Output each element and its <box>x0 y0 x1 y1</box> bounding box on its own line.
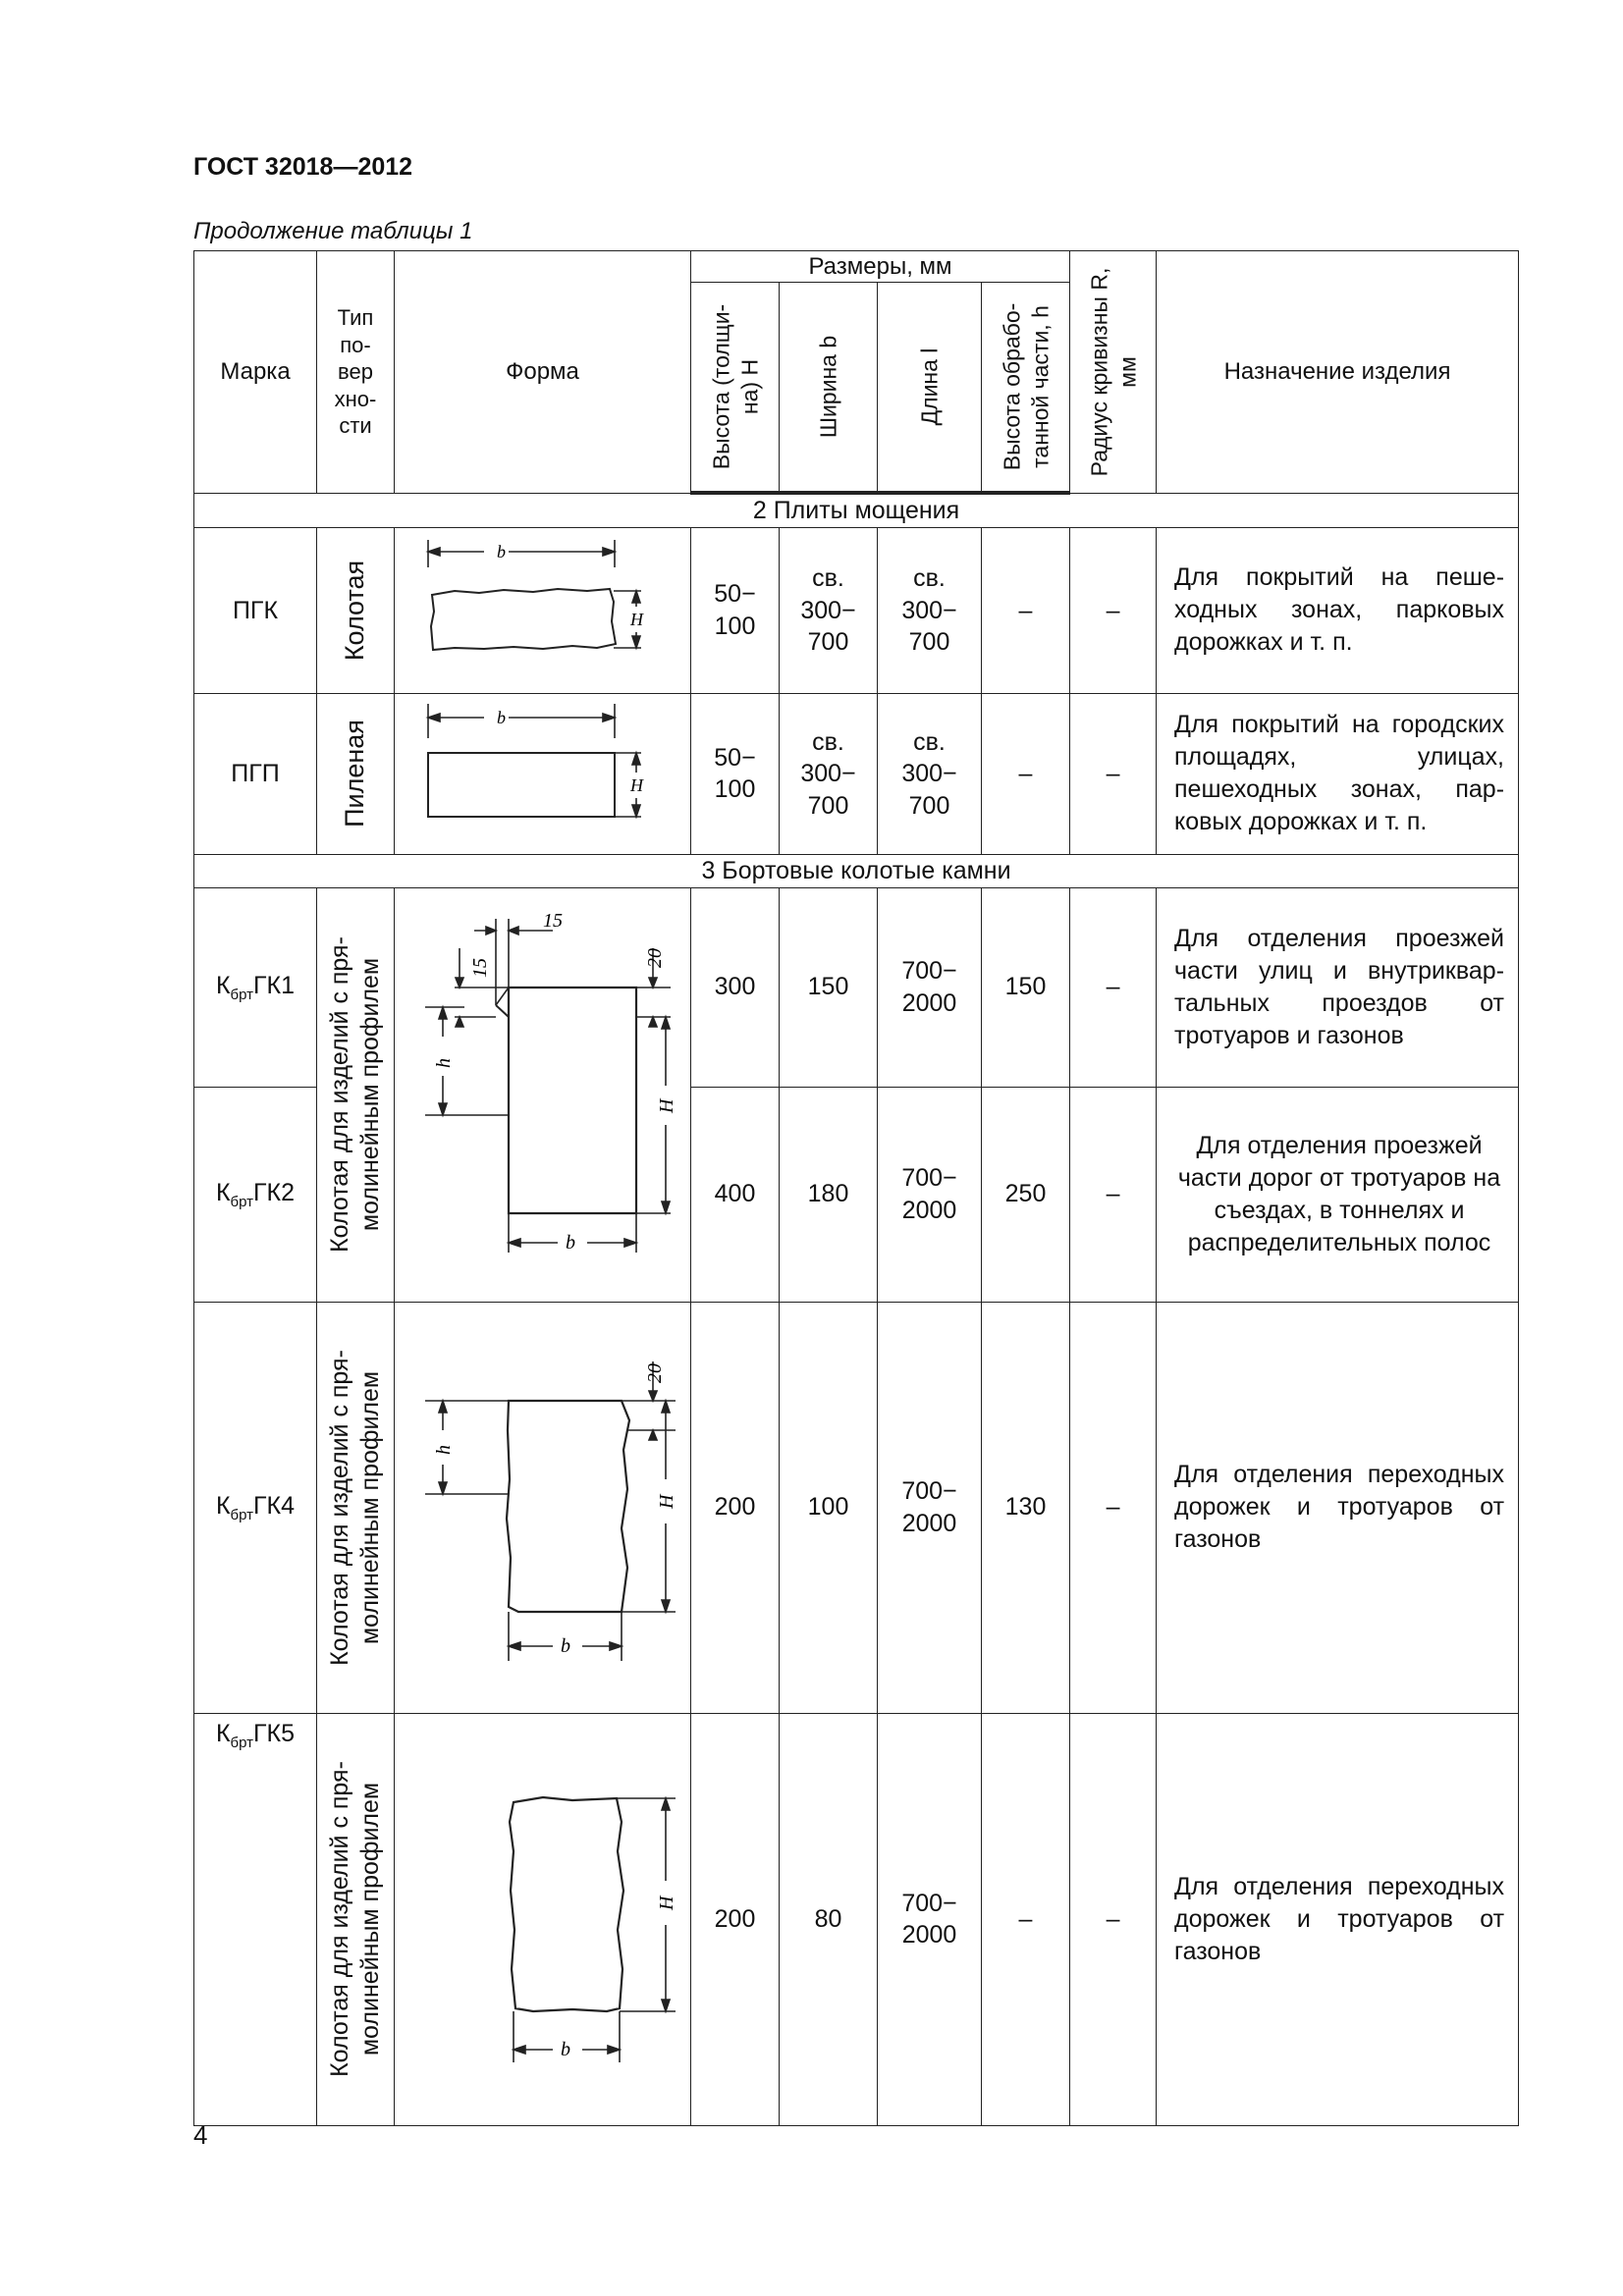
shape-drawing-curb-split <box>396 1303 690 1705</box>
mark-cell: $К_{брт}ГК5$ <box>194 1713 317 2125</box>
mark-cell: $К_{брт}ГК4$ <box>194 1302 317 1713</box>
table-row <box>194 527 1519 693</box>
section-title-curbs: 3 Бортовые колотые камни <box>194 855 1519 888</box>
radius-cell: – <box>1070 1087 1157 1302</box>
height-cell: 200 <box>691 1713 780 2125</box>
width-cell: св. 300− 700 <box>780 527 878 693</box>
label-b: b <box>560 1634 570 1657</box>
processed-cell: 150 <box>982 887 1070 1087</box>
table-row <box>194 693 1519 854</box>
table-row <box>194 1302 1519 1713</box>
mark-cell: $К_{брт}ГК1$ <box>194 887 317 1087</box>
label-20: 20 <box>643 1362 666 1383</box>
shape-drawing-curb-thin <box>396 1714 690 2116</box>
header-processed-line1: Высота обрабо- <box>998 302 1024 471</box>
surface-text: Пиленая <box>340 720 370 828</box>
header-radius <box>1070 251 1157 494</box>
height-cell: 400 <box>691 1087 780 1302</box>
mark-cell: ПГП <box>194 693 317 854</box>
processed-cell: – <box>982 1713 1070 2125</box>
width-cell: 100 <box>780 1302 878 1713</box>
table-continuation-caption: Продолжение таблицы 1 <box>193 218 473 244</box>
header-height-line1: Высота (толщи- <box>707 303 733 470</box>
header-row-top <box>194 251 1519 283</box>
radius-cell: – <box>1070 1713 1157 2125</box>
shape-drawing-split-plate <box>396 528 690 685</box>
surface-text-line1: Колотая для изделий с пря- <box>325 1349 353 1666</box>
radius-cell: – <box>1070 693 1157 854</box>
header-height <box>691 283 780 494</box>
height-cell: 300 <box>691 887 780 1087</box>
document-code: ГОСТ 32018—2012 <box>193 153 413 181</box>
processed-cell: – <box>982 693 1070 854</box>
surface-text-line2: молинейным профилем <box>356 1783 384 2056</box>
surface-text-line1: Колотая для изделий с пря- <box>325 1761 353 2078</box>
header-mark: Марка <box>194 251 317 494</box>
surface-cell <box>317 693 395 854</box>
header-processed <box>982 283 1070 494</box>
shape-drawing-cell <box>395 1713 691 2125</box>
header-width-text: Ширина b <box>815 336 841 439</box>
label-15-top: 15 <box>542 909 563 932</box>
header-radius-line1: Радиус кривизны R, <box>1085 267 1111 477</box>
length-cell: 700− 2000 <box>878 887 982 1087</box>
height-cell: 50− 100 <box>691 693 780 854</box>
label-b: b <box>496 541 506 561</box>
shape-drawing-cell <box>395 1302 691 1713</box>
section-title-plates: 2 Плиты мощения <box>194 493 1519 527</box>
label-20: 20 <box>643 947 666 968</box>
purpose-cell: Для отделения переходных дорожек и тротуаров от газонов <box>1157 1302 1519 1713</box>
length-cell: св. 300− 700 <box>878 693 982 854</box>
surface-cell <box>317 527 395 693</box>
label-b: b <box>560 2039 570 2061</box>
mark-cell: $К_{брт}ГК2$ <box>194 1087 317 1302</box>
label-H: H <box>655 1896 677 1911</box>
width-cell: 150 <box>780 887 878 1087</box>
section-row-curbs <box>194 855 1519 888</box>
section-row-plates <box>194 493 1519 527</box>
width-cell: св. 300− 700 <box>780 693 878 854</box>
header-height-line2: на) H <box>735 359 762 415</box>
label-H: H <box>629 774 643 795</box>
header-purpose: Назначение изделия <box>1157 251 1519 494</box>
label-15-side: 15 <box>468 957 491 978</box>
header-processed-line2: танной части, h <box>1026 305 1053 469</box>
table-row <box>194 887 1519 1087</box>
page-number: 4 <box>193 2120 208 2150</box>
shape-drawing-cell <box>395 527 691 693</box>
label-h: h <box>432 1057 455 1068</box>
label-H: H <box>655 1098 677 1113</box>
shape-drawing-curb-chamfered <box>396 889 690 1292</box>
label-b: b <box>496 707 506 727</box>
header-radius-line2: мм <box>1113 356 1140 388</box>
purpose-cell: Для отделения проезжей части дорог от тротуаров на съездах, в тоннелях и распределительных полос <box>1157 1087 1519 1302</box>
processed-cell: 130 <box>982 1302 1070 1713</box>
radius-cell: – <box>1070 1302 1157 1713</box>
surface-text-line1: Колотая для изделий с пря- <box>325 936 353 1253</box>
products-table <box>193 250 1519 2126</box>
header-surface-type: Тип по- вер хно- сти <box>317 251 395 494</box>
height-cell: 200 <box>691 1302 780 1713</box>
label-H: H <box>629 609 643 629</box>
label-H: H <box>655 1494 677 1509</box>
width-cell: 180 <box>780 1087 878 1302</box>
purpose-cell: Для отделения переходных дорожек и тротуаров от газонов <box>1157 1713 1519 2125</box>
header-sizes: Размеры, мм <box>691 251 1070 283</box>
processed-cell: 250 <box>982 1087 1070 1302</box>
surface-text: Колотая <box>340 560 370 661</box>
length-cell: 700− 2000 <box>878 1302 982 1713</box>
length-cell: 700− 2000 <box>878 1087 982 1302</box>
radius-cell: – <box>1070 527 1157 693</box>
surface-cell <box>317 1713 395 2125</box>
surface-cell <box>317 887 395 1302</box>
purpose-cell: Для покрытий на городских площадях, улицах, пешеходных зонах, парковых дорожках и т. п. <box>1157 693 1519 854</box>
table-row <box>194 1713 1519 2125</box>
height-cell: 50− 100 <box>691 527 780 693</box>
header-length <box>878 283 982 494</box>
shape-drawing-sawn-plate <box>396 694 690 846</box>
label-b: b <box>565 1231 575 1254</box>
purpose-cell: Для отделения проезжей части улиц и внутриквартальных проездов от тротуаров и газонов <box>1157 887 1519 1087</box>
purpose-cell: Для покрытий на пешеходных зонах, парковых дорожках и т. п. <box>1157 527 1519 693</box>
surface-text-line2: молинейным профилем <box>356 1370 384 1644</box>
shape-drawing-cell <box>395 693 691 854</box>
length-cell: св. 300− 700 <box>878 527 982 693</box>
width-cell: 80 <box>780 1713 878 2125</box>
surface-cell <box>317 1302 395 1713</box>
radius-cell: – <box>1070 887 1157 1087</box>
header-shape: Форма <box>395 251 691 494</box>
surface-text-line2: молинейным профилем <box>356 957 384 1232</box>
length-cell: 700− 2000 <box>878 1713 982 2125</box>
processed-cell: – <box>982 527 1070 693</box>
label-h: h <box>432 1444 455 1455</box>
shape-drawing-cell <box>395 887 691 1302</box>
mark-cell: ПГК <box>194 527 317 693</box>
header-width <box>780 283 878 494</box>
header-length-text: Длина l <box>916 347 943 426</box>
